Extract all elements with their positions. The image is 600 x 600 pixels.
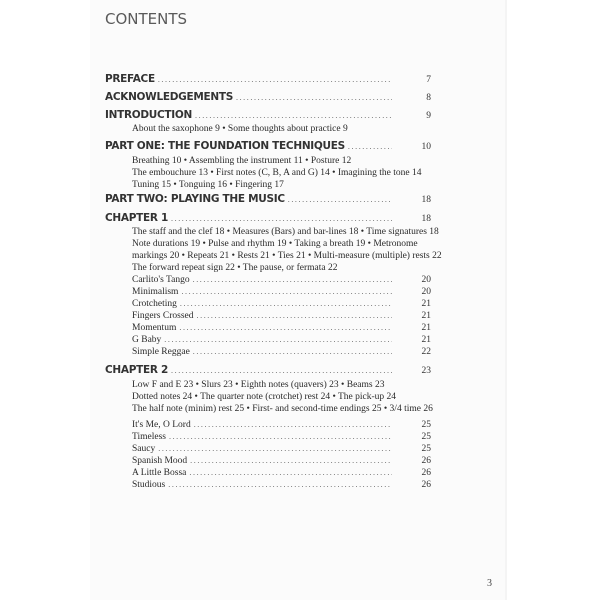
topic-line: Note durations 19 • Pulse and rhythm 19 • Taking a breath 19 • Metronome [132, 239, 418, 249]
leader-dots [348, 142, 392, 151]
toc-piece[interactable] [132, 420, 431, 430]
toc-piece[interactable] [132, 480, 431, 490]
topic-line: Dotted notes 24 • The quarter note (crotchet) rest 24 • The pick-up 24 [132, 392, 397, 402]
toc-piece[interactable] [132, 468, 431, 478]
piece-title: Studious [132, 480, 166, 490]
entry-page: 18 [421, 214, 431, 224]
toc-entry-part-one[interactable] [105, 140, 431, 152]
topic-line: The half note (minim) rest 25 • First- and second-time endings 25 • 3/4 time 26 [132, 404, 433, 414]
leader-dots [171, 366, 392, 375]
topic-line: The embouchure 13 • First notes (C, B, A and G) 14 • Imagining the tone 14 [132, 168, 422, 178]
toc-entry-part-two[interactable] [105, 193, 431, 205]
piece-title: Saucy [132, 444, 156, 454]
leader-dots [193, 275, 392, 284]
toc-piece[interactable] [132, 287, 431, 297]
toc-piece[interactable] [132, 323, 431, 333]
entry-label: PART ONE: THE FOUNDATION TECHNIQUES [105, 140, 345, 152]
entry-label: ACKNOWLEDGEMENTS [105, 91, 233, 103]
toc-piece[interactable] [132, 444, 431, 454]
piece-page: 21 [421, 323, 431, 333]
entry-page: 23 [421, 366, 431, 376]
piece-page: 26 [421, 468, 431, 478]
piece-title: It's Me, O Lord [132, 420, 191, 430]
piece-page: 25 [421, 420, 431, 430]
toc-piece[interactable] [132, 456, 431, 466]
topic-line: The forward repeat sign 22 • The pause, or fermata 22 [132, 263, 338, 273]
entry-page: 8 [426, 93, 431, 103]
entry-label: PART TWO: PLAYING THE MUSIC [105, 193, 285, 205]
entry-label: PREFACE [105, 73, 155, 85]
leader-dots [169, 432, 392, 441]
leader-dots [195, 111, 392, 120]
toc-entry-chapter-2[interactable] [105, 364, 431, 376]
entry-label: INTRODUCTION [105, 109, 192, 121]
leader-dots [190, 456, 392, 465]
piece-page: 20 [421, 275, 431, 285]
leader-dots [288, 195, 392, 204]
leader-dots [197, 311, 393, 320]
piece-page: 26 [421, 456, 431, 466]
piece-title: A Little Bossa [132, 468, 187, 478]
page-number: 3 [487, 578, 492, 589]
topic-line: Tuning 15 • Tonguing 16 • Fingering 17 [132, 180, 284, 190]
piece-title: Momentum [132, 323, 177, 333]
toc-entry-introduction[interactable] [105, 109, 431, 121]
leader-dots [158, 75, 392, 84]
piece-page: 25 [421, 444, 431, 454]
leader-dots [168, 480, 392, 489]
entry-label: CHAPTER 2 [105, 364, 168, 376]
entry-page: 7 [426, 75, 431, 85]
topic-line: Low F and E 23 • Slurs 23 • Eighth notes (quavers) 23 • Beams 23 [132, 380, 385, 390]
piece-page: 21 [421, 299, 431, 309]
toc-piece[interactable] [132, 335, 431, 345]
piece-title: G Baby [132, 335, 162, 345]
piece-title: Spanish Mood [132, 456, 188, 466]
leader-dots [158, 444, 392, 453]
entry-label: CHAPTER 1 [105, 212, 168, 224]
leader-dots [236, 93, 392, 102]
leader-dots [194, 420, 392, 429]
topic-line: About the saxophone 9 • Some thoughts about practice 9 [132, 124, 348, 134]
entry-page: 9 [426, 111, 431, 121]
piece-page: 25 [421, 432, 431, 442]
leader-dots [189, 468, 392, 477]
piece-page: 26 [421, 480, 431, 490]
leader-dots [179, 323, 392, 332]
toc-piece[interactable] [132, 347, 431, 357]
piece-title: Fingers Crossed [132, 311, 194, 321]
toc-piece[interactable] [132, 299, 431, 309]
piece-title: Crotcheting [132, 299, 177, 309]
toc-piece[interactable] [132, 275, 431, 285]
leader-dots [193, 347, 392, 356]
piece-title: Carlito's Tango [132, 275, 190, 285]
piece-page: 22 [421, 347, 431, 357]
leader-dots [171, 214, 392, 223]
page-edge [505, 0, 507, 600]
leader-dots [164, 335, 392, 344]
piece-page: 21 [421, 311, 431, 321]
piece-title: Minimalism [132, 287, 179, 297]
leader-dots [180, 299, 392, 308]
topic-line: Breathing 10 • Assembling the instrument 11 • Posture 12 [132, 156, 352, 166]
topic-line: markings 20 • Repeats 21 • Rests 21 • Ties 21 • Multi-measure (multiple) rests 22 [132, 251, 442, 261]
page-title: CONTENTS [105, 10, 188, 28]
entry-page: 10 [421, 142, 431, 152]
toc-entry-preface[interactable] [105, 73, 431, 85]
piece-title: Simple Reggae [132, 347, 190, 357]
piece-page: 21 [421, 335, 431, 345]
piece-page: 20 [421, 287, 431, 297]
leader-dots [181, 287, 392, 296]
toc-piece[interactable] [132, 311, 431, 321]
toc-entry-acknowledgements[interactable] [105, 91, 431, 103]
entry-page: 18 [421, 195, 431, 205]
topic-line: The staff and the clef 18 • Measures (Bars) and bar-lines 18 • Time signatures 18 [132, 227, 439, 237]
toc-entry-chapter-1[interactable] [105, 212, 431, 224]
piece-title: Timeless [132, 432, 166, 442]
toc-piece[interactable] [132, 432, 431, 442]
